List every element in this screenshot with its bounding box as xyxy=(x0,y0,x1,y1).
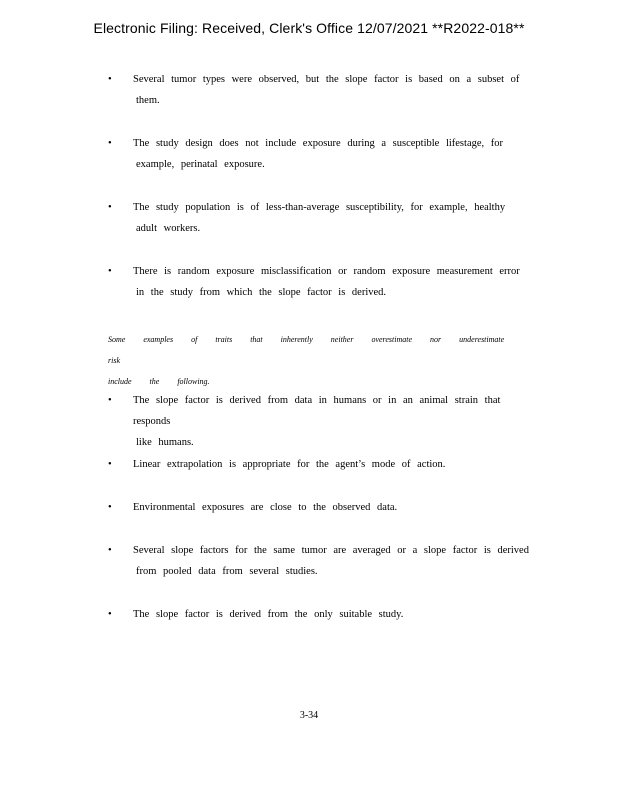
bullet-icon: • xyxy=(108,395,112,406)
list-item-line: There is random exposure misclassification or random exposure measurement error xyxy=(133,266,520,277)
bullet-icon: • xyxy=(108,459,112,470)
bullet-icon: • xyxy=(108,202,112,213)
intro-line: Some examples of traits that inherently neither overestimate nor underestimate risk xyxy=(108,335,505,365)
intro-line: include the following. xyxy=(108,377,210,386)
bullet-icon: • xyxy=(108,545,112,556)
list-item-line: them. xyxy=(136,95,160,106)
bullet-icon: • xyxy=(108,609,112,620)
list-item-line: example, perinatal exposure. xyxy=(136,159,265,170)
list-item-line: Environmental exposures are close to the observed data. xyxy=(133,502,398,513)
list-item-line: adult workers. xyxy=(136,223,201,234)
intro-paragraph xyxy=(108,329,508,392)
filing-header: Electronic Filing: Received, Clerk's Office 12/07/2021 **R2022-018** xyxy=(93,20,525,36)
bullet-icon: • xyxy=(108,266,112,277)
list-item-line: The slope factor is derived from data in humans or in an animal strain that responds xyxy=(133,395,501,427)
list-item-line: Linear extrapolation is appropriate for the agent’s mode of action. xyxy=(133,459,446,470)
list-item-line: The slope factor is derived from the only suitable study. xyxy=(133,609,404,620)
bullet-icon: • xyxy=(108,502,112,513)
page-number: 3-34 xyxy=(299,710,319,721)
list-item-line: The study design does not include exposure during a susceptible lifestage, for xyxy=(133,138,504,149)
bullet-icon: • xyxy=(108,74,112,85)
bullet-icon: • xyxy=(108,138,112,149)
list-item-line: Several tumor types were observed, but the slope factor is based on a subset of xyxy=(133,74,520,85)
list-item-line: from pooled data from several studies. xyxy=(136,566,318,577)
list-item-line: like humans. xyxy=(136,437,194,448)
list-item-line: The study population is of less-than-average susceptibility, for example, healthy xyxy=(133,202,506,213)
list-item-line: Several slope factors for the same tumor are averaged or a slope factor is derived xyxy=(133,545,529,556)
list-item-line: in the study from which the slope factor is derived. xyxy=(136,287,387,298)
